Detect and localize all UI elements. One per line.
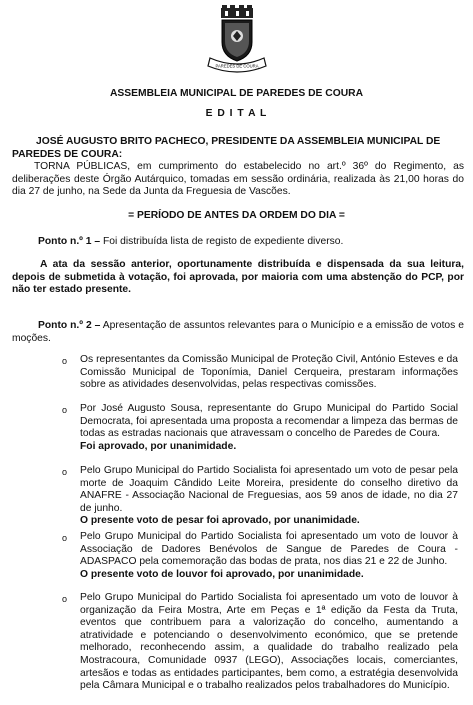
list-bullet: o	[62, 467, 68, 477]
ponto-2	[12, 320, 464, 345]
list-item-text: Pelo Grupo Municipal do Partido Socialista foi apresentado um voto de pesar pela morte de Joaquim Cândido Leite Moreira, presidente do conselho diretivo da ANAFRE - Associação Nacional de Freguesias, aos 59 anos de idade, no dia 27 de junho.	[80, 465, 458, 514]
list-item-text: Pelo Grupo Municipal do Partido Socialista foi apresentado um voto de louvor à Associação de Dadores Benévolos de Sangue de Paredes de Coura - ADASPACO pela comemoração das bodas de prata, nos dias 21 e 22 de Junho.	[80, 531, 458, 568]
ponto-1	[12, 236, 464, 249]
president-line-1: JOSÉ AUGUSTO BRITO PACHECO, PRESIDENTE DA ASSEMBLEIA MUNICIPAL DE	[36, 136, 441, 147]
intro-text: TORNA PÚBLICAS, em cumprimento do estabelecido no art.º 36º do Regimento, as deliberações deste Órgão Autárquico, tomadas em sessão ordinária, realizada às 21,00 horas do dia 27 de junho, na Sede da Junta da Freguesia de Vascões.	[12, 161, 464, 198]
ribbon-text: PAREDES DE COURA	[215, 63, 259, 69]
list-item-text: Os representantes da Comissão Municipal de Proteção Civil, António Esteves e da Comissão Municipal de Toponímia, Daniel Cerqueira, prestaram informações sobre as atividades desenvolvidas, pelas respectivas comissões.	[80, 354, 458, 391]
president-line-2: PAREDES DE COURA:	[12, 148, 123, 160]
list-item-text: Pelo Grupo Municipal do Partido Socialista foi apresentado um voto de louvor à organização da Feira Mostra, Arte em Peças e 1ª edição da Festa da Truta, eventos que contribuem para a valorização do concelho, aumentando a atratividade e potenciando o desenvolvimento económico, que se pretende melhorado, reconhecendo assim, a qualidade do trabalho realizado pela Mostracoura, Comunidade 0937 (LEGO), Associações locais, comerciantes, artesãos e todas as entidades participantes, bem como, a estratégia desenvolvida pela Câmara Municipal e o trabalho realizados pelos trabalhadores do Município.	[80, 592, 458, 692]
intro-block	[12, 136, 464, 199]
list-bullet: o	[62, 356, 68, 366]
list-item-decision: Foi aprovado, por unanimidade.	[80, 440, 237, 452]
list-item-decision: O presente voto de pesar foi aprovado, por unanimidade.	[80, 515, 360, 527]
list-item	[80, 465, 458, 528]
assembly-title: ASSEMBLEIA MUNICIPAL DE PAREDES DE COURA	[109, 88, 364, 99]
ponto-2-text: Apresentação de assuntos relevantes para o Município e a emissão de votos e moções.	[12, 320, 464, 344]
ponto-1-text: Foi distribuída lista de registo de expediente diverso.	[100, 236, 344, 247]
list-bullet: o	[62, 594, 68, 604]
mural-crown	[221, 5, 253, 18]
list-item	[80, 531, 458, 581]
list-item-decision: O presente voto de louvor foi aprovado, por unanimidade.	[80, 568, 364, 580]
list-item	[80, 403, 458, 453]
ponto-2-label: Ponto n.º 2 –	[38, 320, 101, 331]
list-item-text: Por José Augusto Sousa, representante do Grupo Municipal do Partido Social Democrata, foi apresentada uma proposta a recomendar a limpeza das bermas de todas as estradas nacionais que atravessam o concelho de Paredes de Coura.	[80, 403, 458, 440]
list-item	[80, 592, 458, 693]
list-item	[80, 354, 458, 392]
ponto-1-approval: A ata da sessão anterior, oportunamente distribuída e dispensada da sua leitura, depois de submetida à votação, foi aprovada, por maioria com uma abstenção do PCP, por não ter estado presente.	[12, 259, 464, 296]
ponto-1-approval-block	[12, 259, 464, 297]
list-bullet: o	[62, 405, 68, 415]
list-bullet: o	[62, 533, 68, 543]
section-title: = PERÍODO DE ANTES DA ORDEM DO DIA =	[128, 210, 345, 221]
edital-title: E D I T A L	[205, 108, 268, 119]
ponto-1-label: Ponto n.º 1 –	[38, 236, 101, 247]
municipal-coat-of-arms	[200, 4, 274, 74]
